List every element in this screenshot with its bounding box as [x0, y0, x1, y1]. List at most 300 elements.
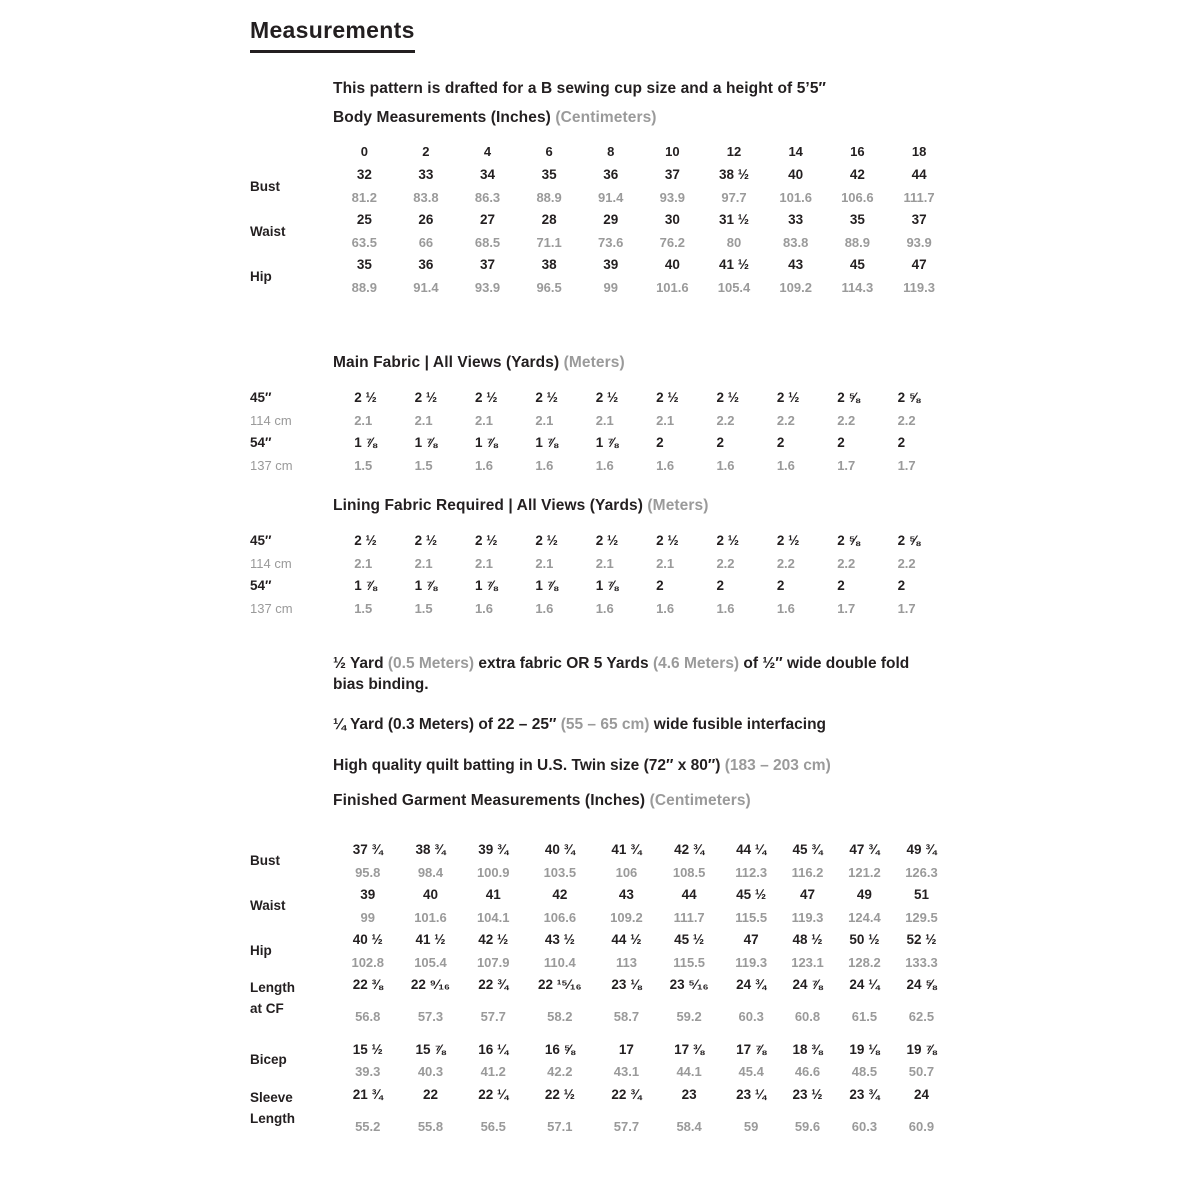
size-header-row	[250, 144, 950, 163]
cell-cm: 111.7	[673, 909, 705, 925]
cell-inches: 38 ¾	[415, 842, 446, 857]
cell-cm: 133.3	[905, 954, 938, 970]
page-title-wrap	[250, 16, 415, 53]
cell-cm: 45.4	[738, 1064, 764, 1080]
table-row	[250, 276, 950, 298]
cell-cm: 110.4	[543, 954, 576, 970]
cell-cm: 95.8	[355, 864, 381, 880]
row-label-text: Waist	[250, 897, 286, 913]
table-row	[250, 838, 950, 861]
cell-inches: 2 ½	[535, 533, 558, 548]
cell-inches: 45 ½	[736, 887, 767, 902]
row-label-group	[250, 1052, 287, 1067]
cell-inches: 2 ⅝	[837, 390, 860, 405]
cell-cm: 2.2	[716, 412, 735, 428]
cell-cm: 1.6	[716, 600, 735, 616]
cell-inches: 1 ⅞	[414, 435, 438, 450]
cell-inches: 2 ½	[776, 533, 800, 548]
cell-inches: 2 ½	[716, 533, 739, 548]
cell-cm: 1.6	[656, 457, 675, 473]
cell-cm: 2.1	[656, 412, 675, 428]
cell-inches: 45 ¾	[792, 842, 823, 857]
row-label-text: Bust	[250, 852, 280, 868]
cell-cm: 46.6	[794, 1064, 821, 1080]
cell-cm: 2.1	[656, 555, 675, 571]
table-row	[250, 253, 950, 276]
cell-cm: 57.1	[547, 1119, 573, 1135]
table-row	[250, 186, 950, 208]
cell-cm: 2.2	[776, 555, 795, 571]
cell-inches: 19 ⅛	[849, 1041, 880, 1057]
cell-cm: 129.5	[905, 909, 938, 925]
cell-cm: 71.1	[536, 234, 562, 250]
row-label-text: Length	[250, 1110, 295, 1126]
cell-inches: 29	[603, 212, 619, 227]
cell-cm: 83.8	[413, 189, 439, 205]
row-label	[250, 1050, 339, 1072]
cell-cm: 50.7	[908, 1064, 935, 1080]
row-label	[250, 552, 346, 574]
table-row	[250, 431, 950, 454]
main-fabric-label: Main Fabric | All Views (Yards)	[333, 354, 560, 371]
row-label	[250, 895, 339, 917]
cell-inches: 2 ½	[414, 390, 438, 405]
bias-note-unit2: (4.6 Meters)	[652, 655, 740, 672]
size-header-cell: 10	[665, 144, 680, 159]
cell-inches: 2 ½	[656, 390, 679, 405]
cell-inches: 24 ¼	[849, 977, 880, 992]
cell-cm: 39.3	[355, 1064, 381, 1080]
table-row	[250, 883, 950, 906]
cell-cm: 114.3	[841, 279, 874, 295]
cell-cm: 66	[418, 234, 434, 250]
body-measurements-label: Body Measurements (Inches)	[333, 109, 551, 126]
cell-cm: 1.7	[897, 600, 916, 616]
cell-cm: 2.2	[716, 555, 735, 571]
table-row	[250, 928, 950, 951]
cell-cm: 99	[360, 909, 375, 925]
cell-inches: 49 ¾	[906, 842, 937, 857]
cell-inches: 34	[480, 167, 496, 182]
cell-cm: 106	[615, 864, 638, 880]
row-label-text: Sleeve	[250, 1089, 293, 1105]
cell-cm: 55.2	[355, 1119, 381, 1135]
cell-inches: 16 ⅝	[544, 1041, 575, 1057]
cell-inches: 19 ⅞	[906, 1041, 937, 1057]
bias-note-part3: of ½″ wide double fold bias binding.	[333, 655, 910, 694]
row-label	[250, 265, 334, 287]
cell-inches: 1 ⅞	[595, 435, 619, 450]
cell-cm: 2.1	[595, 555, 614, 571]
cell-inches: 1 ⅞	[535, 578, 558, 593]
cell-cm: 81.2	[351, 189, 377, 205]
cell-inches: 41 ½	[415, 932, 446, 947]
row-label	[250, 431, 346, 454]
cell-inches: 40 ½	[352, 932, 383, 947]
cell-cm: 106.6	[543, 909, 577, 925]
cell-cm: 99	[603, 279, 618, 295]
cell-inches: 47	[911, 257, 927, 272]
main-fabric-heading	[333, 354, 625, 372]
main-fabric-unit: (Meters)	[563, 354, 625, 371]
cell-cm: 1.6	[535, 600, 554, 616]
cell-cm: 56.8	[355, 1009, 381, 1025]
cell-cm: 105.4	[717, 279, 751, 295]
row-label-text: Hip	[250, 268, 272, 284]
table-row	[250, 208, 950, 231]
cell-cm: 60.3	[851, 1119, 878, 1135]
size-header-cell: 16	[850, 144, 865, 159]
row-label	[250, 529, 346, 552]
row-label-text: Bust	[250, 178, 280, 194]
batting-note-part1: High quality quilt batting in U.S. Twin size (72″ x 80″)	[333, 757, 725, 774]
cell-inches: 51	[913, 887, 929, 902]
cell-inches: 44 ½	[611, 932, 642, 947]
row-label	[250, 454, 346, 476]
cell-cm: 1.6	[535, 457, 554, 473]
cell-cm: 58.4	[676, 1119, 702, 1135]
interfacing-note-part2: wide fusible interfacing	[649, 716, 827, 733]
cell-cm: 57.7	[480, 1009, 506, 1025]
cell-inches: 1 ⅞	[414, 578, 438, 593]
cell-cm: 1.6	[595, 457, 614, 473]
cell-cm: 41.2	[480, 1064, 506, 1080]
cell-inches: 2	[776, 578, 785, 593]
cell-cm: 119.3	[735, 954, 768, 970]
intro-line: This pattern is drafted for a B sewing cup size and a height of 5’5″	[333, 80, 827, 97]
cell-cm: 42.2	[547, 1064, 573, 1080]
bias-binding-note	[333, 653, 933, 696]
cell-cm: 62.5	[908, 1009, 935, 1025]
cell-cm: 83.8	[783, 234, 809, 250]
finished-measurements-label: Finished Garment Measurements (Inches)	[333, 792, 646, 809]
row-label-group	[250, 1090, 295, 1126]
cell-inches: 35	[849, 212, 865, 227]
lining-fabric-label: Lining Fabric Required | All Views (Yards)	[333, 497, 643, 514]
cell-inches: 27	[480, 212, 496, 227]
cell-cm: 1.6	[656, 600, 675, 616]
cell-cm: 2.2	[776, 412, 795, 428]
table-row	[250, 574, 950, 597]
cell-inches: 39 ¾	[478, 842, 509, 857]
cell-inches: 42 ¾	[674, 842, 705, 857]
main-fabric-table	[250, 386, 950, 476]
row-label-group	[250, 980, 295, 1016]
cell-cm: 2.1	[595, 412, 614, 428]
cell-inches: 47 ¾	[849, 842, 880, 857]
cell-inches: 2	[897, 578, 906, 593]
cell-cm: 111.7	[903, 189, 935, 205]
cell-cm: 2.1	[414, 412, 433, 428]
cell-inches: 45 ½	[674, 932, 705, 947]
cell-cm: 60.3	[738, 1009, 764, 1025]
size-header-cell: 14	[788, 144, 803, 159]
cell-cm: 96.5	[536, 279, 562, 295]
cell-inches: 1 ⅞	[474, 578, 498, 593]
interfacing-note	[333, 714, 933, 735]
cell-inches: 22 ¾	[478, 977, 509, 992]
cell-inches: 30	[664, 212, 680, 227]
cell-inches: 37	[911, 212, 927, 227]
cell-inches: 2 ½	[354, 533, 377, 548]
row-label-text: Waist	[250, 223, 286, 239]
table-row	[250, 529, 950, 552]
cell-cm: 1.6	[776, 457, 795, 473]
cell-cm: 1.5	[354, 600, 373, 616]
cell-cm: 98.4	[417, 864, 444, 880]
table-row	[250, 597, 950, 619]
cell-inches: 2 ½	[474, 533, 498, 548]
row-label-text: 54″	[250, 578, 272, 593]
cell-inches: 37	[480, 257, 496, 272]
batting-note-unit: (183 – 203 cm)	[724, 757, 831, 774]
size-header-spacer	[250, 144, 334, 163]
cell-inches: 44 ¼	[736, 842, 767, 857]
cell-inches: 42 ½	[478, 932, 509, 947]
cell-cm: 2.2	[837, 555, 856, 571]
cell-inches: 40	[788, 167, 804, 182]
cell-inches: 47	[799, 887, 815, 902]
page-title: Measurements	[250, 16, 415, 53]
row-label-text: 137 cm	[250, 457, 293, 473]
cell-inches: 2	[656, 578, 664, 593]
cell-inches: 2 ½	[354, 390, 377, 405]
cell-inches: 49	[856, 887, 872, 902]
cell-cm: 2.1	[535, 555, 554, 571]
cell-cm: 1.7	[837, 600, 856, 616]
cell-inches: 36	[418, 257, 434, 272]
cell-cm: 124.4	[848, 909, 881, 925]
cell-inches: 1 ⅞	[474, 435, 498, 450]
size-header-cell: 8	[607, 144, 615, 159]
table-row	[250, 973, 950, 996]
cell-inches: 44	[681, 887, 697, 902]
cell-cm: 123.1	[791, 954, 824, 970]
row-label	[250, 175, 334, 197]
finished-measurements-unit: (Centimeters)	[649, 792, 751, 809]
cell-cm: 59	[743, 1119, 759, 1135]
cell-inches: 35	[356, 257, 372, 272]
cell-cm: 93.9	[474, 279, 501, 295]
lining-fabric-heading	[333, 497, 709, 515]
cell-inches: 2 ½	[595, 533, 619, 548]
cell-cm: 86.3	[474, 189, 501, 205]
row-label-text: at CF	[250, 1000, 284, 1016]
cell-inches: 2 ½	[656, 533, 679, 548]
cell-cm: 48.5	[851, 1064, 878, 1080]
cell-inches: 38	[541, 257, 557, 272]
cell-cm: 44.1	[676, 1064, 702, 1080]
cell-inches: 2	[776, 435, 785, 450]
row-label	[250, 850, 339, 872]
cell-cm: 97.7	[721, 189, 747, 205]
cell-cm: 2.1	[414, 555, 433, 571]
cell-inches: 2	[837, 578, 845, 593]
cell-inches: 38 ½	[718, 167, 750, 182]
size-header-cell: 6	[545, 144, 553, 159]
cell-cm: 101.6	[779, 189, 812, 205]
row-label-group	[250, 943, 272, 958]
cell-inches: 23 ¾	[849, 1086, 880, 1102]
row-label-text: 54″	[250, 435, 272, 450]
cell-cm: 103.5	[543, 864, 577, 880]
cell-cm: 60.9	[908, 1119, 935, 1135]
cell-inches: 37	[664, 167, 680, 182]
cell-inches: 23 ¼	[736, 1086, 767, 1102]
cell-cm: 58.7	[613, 1009, 640, 1025]
table-row	[250, 1038, 950, 1061]
table-row	[250, 231, 950, 253]
finished-measurements-table	[250, 838, 950, 1148]
cell-cm: 2.1	[354, 412, 373, 428]
cell-cm: 101.6	[414, 909, 447, 925]
cell-inches: 22 ⁹⁄₁₆	[410, 977, 451, 992]
cell-inches: 2	[656, 435, 664, 450]
cell-inches: 24	[913, 1086, 929, 1102]
cell-inches: 43 ½	[544, 932, 575, 947]
row-label-text: 114 cm	[250, 555, 292, 571]
cell-cm: 106.6	[841, 189, 874, 205]
cell-inches: 16 ¼	[478, 1041, 509, 1057]
lining-fabric-unit: (Meters)	[647, 497, 709, 514]
cell-inches: 2 ⅝	[837, 533, 860, 548]
cell-cm: 119.3	[791, 909, 824, 925]
cell-cm: 2.1	[474, 412, 494, 428]
row-label-text: 45″	[250, 533, 272, 548]
cell-cm: 57.3	[417, 1009, 444, 1025]
body-measurements-table	[250, 144, 950, 298]
cell-inches: 24 ⅝	[906, 977, 937, 992]
cell-cm: 1.6	[474, 457, 494, 473]
cell-inches: 22 ¾	[611, 1086, 642, 1102]
row-label-text: 114 cm	[250, 412, 292, 428]
cell-inches: 33	[788, 212, 804, 227]
cell-inches: 25	[356, 212, 372, 227]
cell-inches: 18 ⅜	[792, 1041, 823, 1057]
table-row	[250, 1106, 950, 1148]
cell-inches: 24 ⅞	[792, 977, 823, 992]
body-measurements-heading	[333, 109, 657, 127]
bias-note-part2: extra fabric OR 5 Yards	[474, 655, 653, 672]
cell-cm: 61.5	[851, 1009, 878, 1025]
cell-inches: 26	[418, 212, 434, 227]
cell-inches: 2 ⅝	[897, 533, 921, 548]
cell-inches: 33	[418, 167, 434, 182]
cell-inches: 23 ⅛	[611, 977, 642, 992]
cell-inches: 2 ½	[474, 390, 498, 405]
interfacing-note-unit: (55 – 65 cm)	[560, 716, 650, 733]
size-header-cell: 4	[483, 144, 492, 159]
cell-inches: 22 ¹⁵⁄₁₆	[538, 977, 582, 992]
cell-inches: 24 ¾	[736, 977, 767, 992]
cell-cm: 73.6	[598, 234, 624, 250]
cell-inches: 23	[681, 1086, 697, 1102]
cell-inches: 2 ½	[776, 390, 800, 405]
row-label	[250, 409, 346, 431]
cell-inches: 22 ½	[544, 1086, 575, 1102]
size-header-cell: 12	[726, 144, 742, 159]
cell-cm: 115.5	[673, 954, 706, 970]
row-label-text: 45″	[250, 390, 272, 405]
size-header-cell: 0	[360, 144, 368, 159]
cell-inches: 23 ⁵⁄₁₆	[669, 977, 709, 992]
table-row	[250, 906, 950, 928]
cell-inches: 2	[716, 435, 724, 450]
cell-cm: 1.5	[414, 600, 433, 616]
cell-cm: 59.2	[676, 1009, 702, 1025]
cell-cm: 63.5	[351, 234, 377, 250]
table-row	[250, 552, 950, 574]
row-label	[250, 978, 339, 1020]
row-label	[250, 386, 346, 409]
cell-cm: 93.9	[659, 189, 685, 205]
cell-inches: 17	[618, 1041, 634, 1057]
cell-cm: 88.9	[536, 189, 562, 205]
table-row	[250, 409, 950, 431]
table-row	[250, 1083, 950, 1106]
cell-cm: 1.5	[414, 457, 433, 473]
cell-inches: 2 ½	[535, 390, 558, 405]
cell-inches: 43	[618, 887, 634, 902]
cell-inches: 2	[897, 435, 906, 450]
cell-inches: 40	[664, 257, 680, 272]
cell-inches: 47	[743, 932, 759, 947]
cell-cm: 1.6	[474, 600, 494, 616]
cell-inches: 15 ½	[352, 1041, 383, 1057]
finished-measurements-heading	[333, 792, 751, 810]
cell-inches: 41	[485, 887, 501, 902]
cell-inches: 36	[603, 167, 619, 182]
cell-cm: 105.4	[414, 954, 447, 970]
cell-cm: 1.7	[897, 457, 916, 473]
cell-inches: 40	[422, 887, 438, 902]
row-label	[250, 574, 346, 597]
cell-cm: 1.5	[354, 457, 373, 473]
row-label-group	[250, 853, 280, 868]
table-row	[250, 1061, 950, 1083]
cell-inches: 2 ½	[595, 390, 619, 405]
row-label-text: Bicep	[250, 1052, 287, 1068]
cell-cm: 128.2	[848, 954, 881, 970]
row-label-text: Length	[250, 980, 295, 995]
cell-inches: 42	[849, 167, 865, 182]
cell-inches: 31 ½	[718, 212, 750, 227]
cell-inches: 42	[552, 887, 568, 902]
table-row	[250, 861, 950, 883]
cell-inches: 40 ¾	[544, 842, 575, 857]
size-header-cell: 2	[422, 144, 430, 159]
batting-note	[333, 755, 933, 776]
row-label-text: 137 cm	[250, 600, 293, 616]
cell-cm: 91.4	[598, 189, 624, 205]
cell-cm: 93.9	[906, 234, 932, 250]
cell-cm: 2.1	[535, 412, 554, 428]
cell-cm: 2.2	[837, 412, 856, 428]
cell-cm: 1.7	[837, 457, 856, 473]
cell-inches: 41 ¾	[611, 842, 642, 857]
cell-inches: 2	[837, 435, 845, 450]
table-row	[250, 951, 950, 973]
cell-inches: 50 ½	[849, 932, 880, 947]
cell-cm: 76.2	[659, 234, 685, 250]
cell-cm: 43.1	[613, 1064, 640, 1080]
cell-cm: 116.2	[791, 864, 824, 880]
cell-cm: 115.5	[735, 909, 768, 925]
cell-inches: 15 ⅞	[415, 1041, 446, 1057]
cell-cm: 56.5	[480, 1119, 506, 1135]
cell-inches: 43	[788, 257, 804, 272]
cell-cm: 59.6	[794, 1119, 821, 1135]
